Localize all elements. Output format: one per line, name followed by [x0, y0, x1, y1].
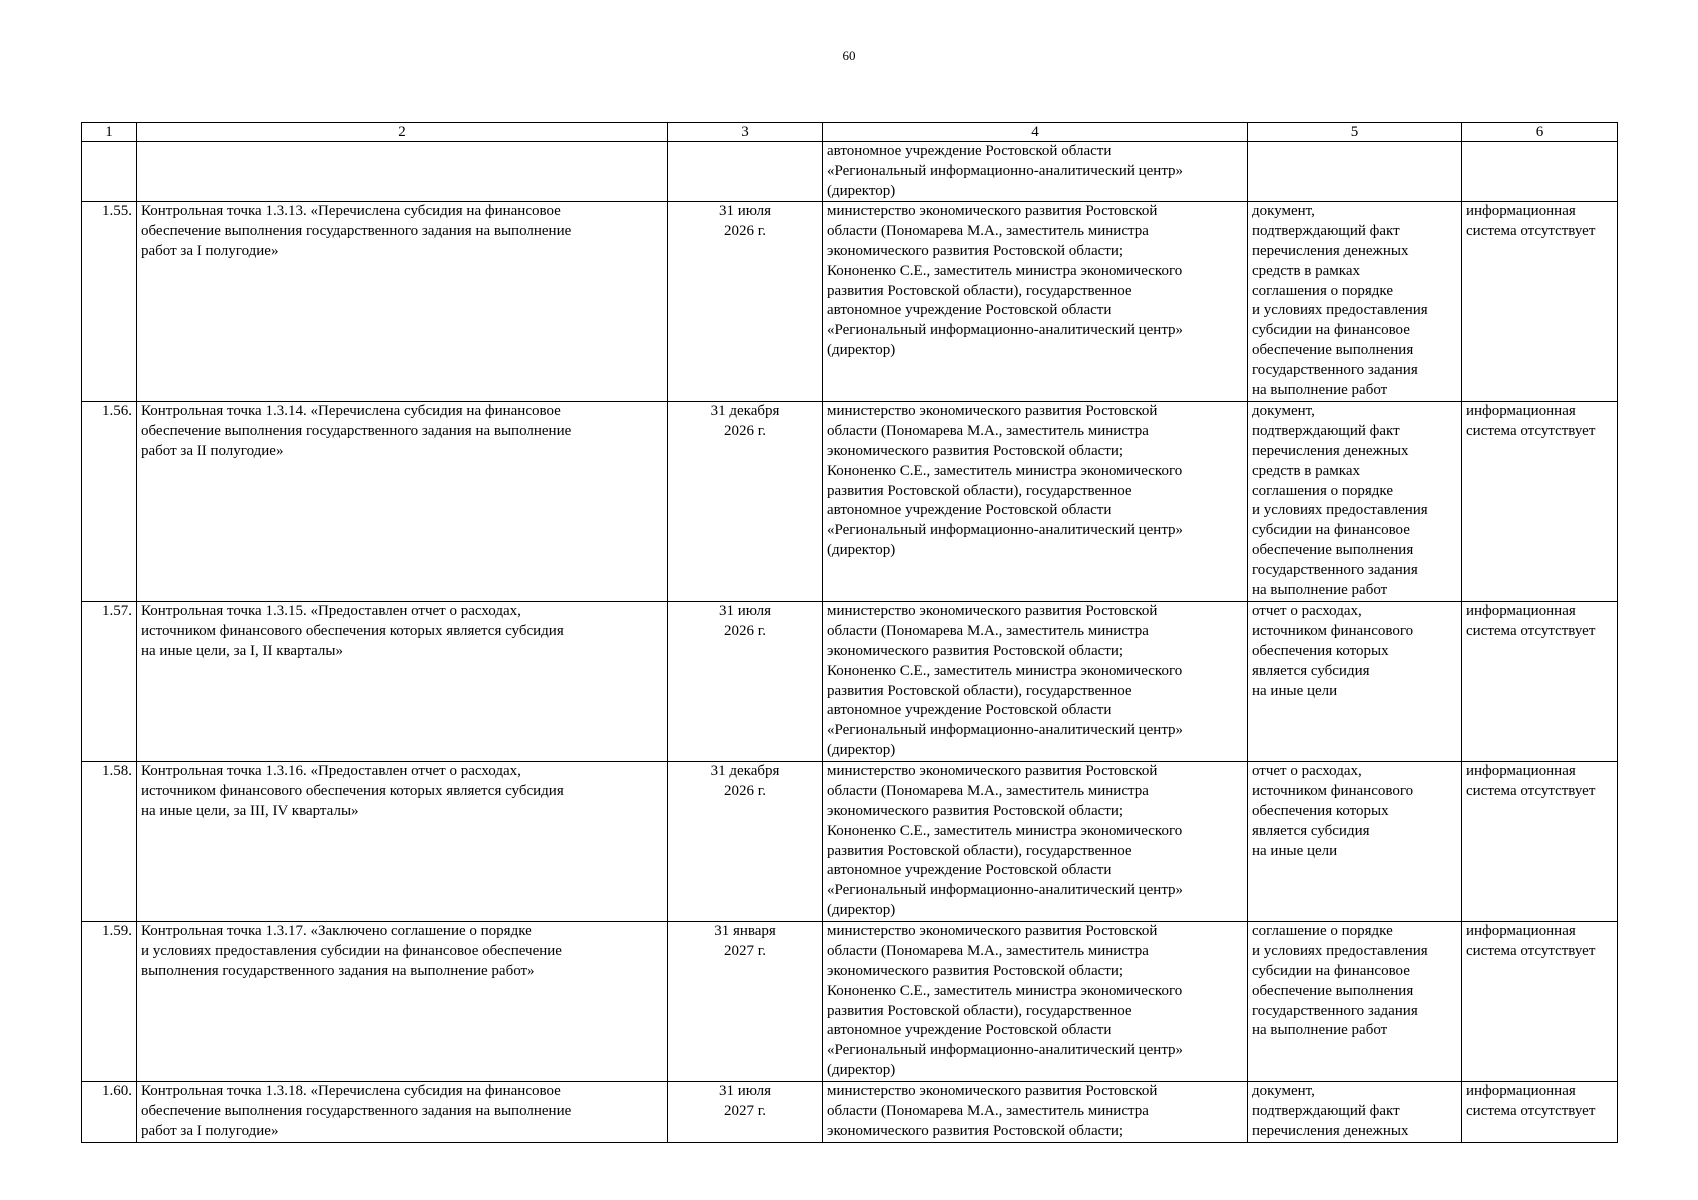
deadline: 31 января 2027 г. [668, 922, 823, 1082]
event-name: Контрольная точка 1.3.13. «Перечислена субсидия на финансовое обеспечение выполнения государственного задания на выполнение работ за I полугодие» [137, 202, 668, 402]
row-number [82, 142, 137, 202]
table-row [82, 142, 1618, 202]
result-document: отчет о расходах, источником финансового обеспечения которых является субсидия на иные цели [1248, 602, 1462, 762]
column-number: 4 [823, 123, 1248, 142]
result-document: отчет о расходах, источником финансового обеспечения которых является субсидия на иные цели [1248, 762, 1462, 922]
deadline: 31 июля 2027 г. [668, 1082, 823, 1142]
info-system: информационная система отсутствует [1462, 762, 1618, 922]
table-row [82, 1082, 1618, 1142]
column-number: 5 [1248, 123, 1462, 142]
result-document [1248, 142, 1462, 202]
deadline: 31 декабря 2026 г. [668, 402, 823, 602]
table-row [82, 762, 1618, 922]
info-system: информационная система отсутствует [1462, 202, 1618, 402]
row-number: 1.59. [82, 922, 137, 1082]
event-name: Контрольная точка 1.3.15. «Предоставлен отчет о расходах, источником финансового обеспечения которых является субсидия на иные цели, за I, II кварталы» [137, 602, 668, 762]
page-number: 60 [842, 48, 856, 63]
event-name: Контрольная точка 1.3.18. «Перечислена субсидия на финансовое обеспечение выполнения государственного задания на выполнение работ за I полугодие» [137, 1082, 668, 1142]
column-number-row [82, 123, 1618, 142]
responsible: министерство экономического развития Ростовской области (Пономарева М.А., заместитель министра экономического развития Ростовской области; Кононенко С.Е., заместитель министра экономического развития Ростовской области), государственное автономное учреждение Ростовской области «Региональный информационно-аналитический центр» (директор) [823, 202, 1248, 402]
result-document: документ, подтверждающий факт перечисления денежных средств в рамках соглашения о порядке и условиях предоставления субсидии на финансовое обеспечение выполнения государственного задания на выполнение работ [1248, 202, 1462, 402]
responsible: автономное учреждение Ростовской области «Региональный информационно-аналитический центр» (директор) [823, 142, 1248, 202]
row-number: 1.60. [82, 1082, 137, 1142]
deadline [668, 142, 823, 202]
info-system: информационная система отсутствует [1462, 922, 1618, 1082]
table-row [82, 202, 1618, 402]
responsible: министерство экономического развития Ростовской области (Пономарева М.А., заместитель министра экономического развития Ростовской области; Кононенко С.Е., заместитель министра экономического развития Ростовской области), государственное автономное учреждение Ростовской области «Региональный информационно-аналитический центр» (директор) [823, 402, 1248, 602]
info-system: информационная система отсутствует [1462, 1082, 1618, 1142]
row-number: 1.58. [82, 762, 137, 922]
plan-table [81, 122, 1618, 1143]
info-system: информационная система отсутствует [1462, 402, 1618, 602]
responsible: министерство экономического развития Ростовской области (Пономарева М.А., заместитель министра экономического развития Ростовской области; Кононенко С.Е., заместитель министра экономического развития Ростовской области), государственное автономное учреждение Ростовской области «Региональный информационно-аналитический центр» (директор) [823, 922, 1248, 1082]
deadline: 31 июля 2026 г. [668, 602, 823, 762]
info-system: информационная система отсутствует [1462, 602, 1618, 762]
column-number: 2 [137, 123, 668, 142]
result-document: соглашение о порядке и условиях предоставления субсидии на финансовое обеспечение выполнения государственного задания на выполнение работ [1248, 922, 1462, 1082]
column-number: 6 [1462, 123, 1618, 142]
event-name: Контрольная точка 1.3.17. «Заключено соглашение о порядке и условиях предоставления субсидии на финансовое обеспечение выполнения государственного задания на выполнение работ» [137, 922, 668, 1082]
responsible: министерство экономического развития Ростовской области (Пономарева М.А., заместитель министра экономического развития Ростовской области; [823, 1082, 1248, 1142]
event-name: Контрольная точка 1.3.16. «Предоставлен отчет о расходах, источником финансового обеспечения которых является субсидия на иные цели, за III, IV кварталы» [137, 762, 668, 922]
row-number: 1.55. [82, 202, 137, 402]
column-number: 3 [668, 123, 823, 142]
result-document: документ, подтверждающий факт перечисления денежных средств в рамках соглашения о порядке и условиях предоставления субсидии на финансовое обеспечение выполнения государственного задания на выполнение работ [1248, 402, 1462, 602]
deadline: 31 июля 2026 г. [668, 202, 823, 402]
result-document: документ, подтверждающий факт перечисления денежных [1248, 1082, 1462, 1142]
column-number: 1 [82, 123, 137, 142]
responsible: министерство экономического развития Ростовской области (Пономарева М.А., заместитель министра экономического развития Ростовской области; Кононенко С.Е., заместитель министра экономического развития Ростовской области), государственное автономное учреждение Ростовской области «Региональный информационно-аналитический центр» (директор) [823, 762, 1248, 922]
info-system [1462, 142, 1618, 202]
table-row [82, 402, 1618, 602]
row-number: 1.56. [82, 402, 137, 602]
event-name [137, 142, 668, 202]
row-number: 1.57. [82, 602, 137, 762]
table-row [82, 922, 1618, 1082]
table-row [82, 602, 1618, 762]
event-name: Контрольная точка 1.3.14. «Перечислена субсидия на финансовое обеспечение выполнения государственного задания на выполнение работ за II полугодие» [137, 402, 668, 602]
deadline: 31 декабря 2026 г. [668, 762, 823, 922]
responsible: министерство экономического развития Ростовской области (Пономарева М.А., заместитель министра экономического развития Ростовской области; Кононенко С.Е., заместитель министра экономического развития Ростовской области), государственное автономное учреждение Ростовской области «Региональный информационно-аналитический центр» (директор) [823, 602, 1248, 762]
